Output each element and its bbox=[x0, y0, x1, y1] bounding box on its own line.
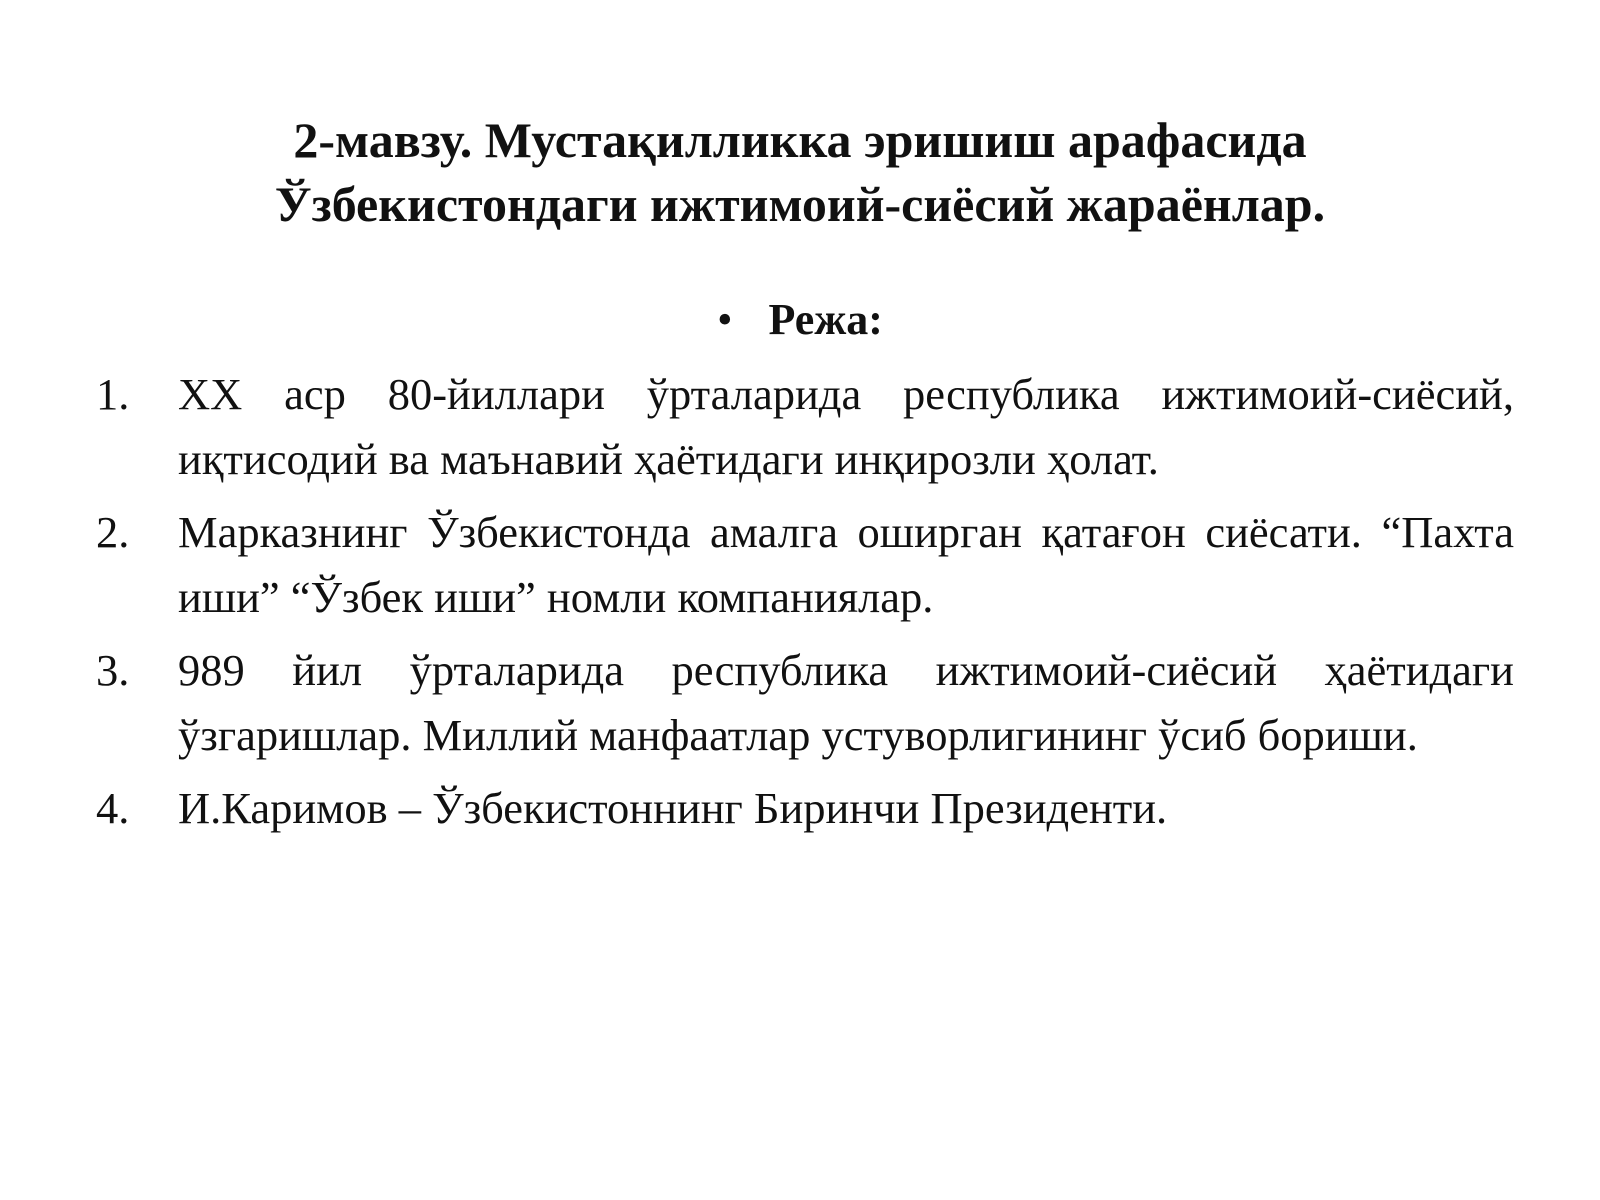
list-item-number: 4. bbox=[96, 783, 130, 833]
plan-heading-label: Режа: bbox=[768, 295, 883, 344]
plan-list bbox=[96, 362, 1514, 849]
slide-title bbox=[100, 108, 1500, 236]
list-item-number: 3. bbox=[96, 645, 130, 695]
list-item-number: 2. bbox=[96, 507, 130, 557]
list-item bbox=[96, 776, 1514, 841]
list-item bbox=[96, 500, 1514, 630]
slide-title-line-1: 2-мавзу. Мустақилликка эришиш арафасида bbox=[293, 112, 1307, 168]
list-item-text: XX аср 80-йиллари ўрталарида республика ижтимоий-сиёсий, иқтисодий ва маънавий ҳаётидаги инқирозли ҳолат. bbox=[178, 369, 1514, 484]
bullet-icon: • bbox=[717, 295, 733, 344]
list-item-number: 1. bbox=[96, 369, 130, 419]
list-item bbox=[96, 362, 1514, 492]
list-item-text: Марказнинг Ўзбекистонда амалга оширган қатағон сиёсати. “Пахта иши” “Ўзбек иши” номли компаниялар. bbox=[178, 507, 1514, 622]
list-item bbox=[96, 638, 1514, 768]
list-item-text: И.Каримов – Ўзбекистоннинг Биринчи Президенти. bbox=[178, 783, 1168, 833]
slide-title-line-2: Ўзбекистондаги ижтимоий-сиёсий жараёнлар. bbox=[274, 176, 1326, 232]
list-item-text: 989 йил ўрталарида республика ижтимоий-сиёсий ҳаётидаги ўзгаришлар. Миллий манфаатлар устуворлигининг ўсиб бориши. bbox=[178, 645, 1514, 760]
plan-heading bbox=[0, 292, 1600, 348]
